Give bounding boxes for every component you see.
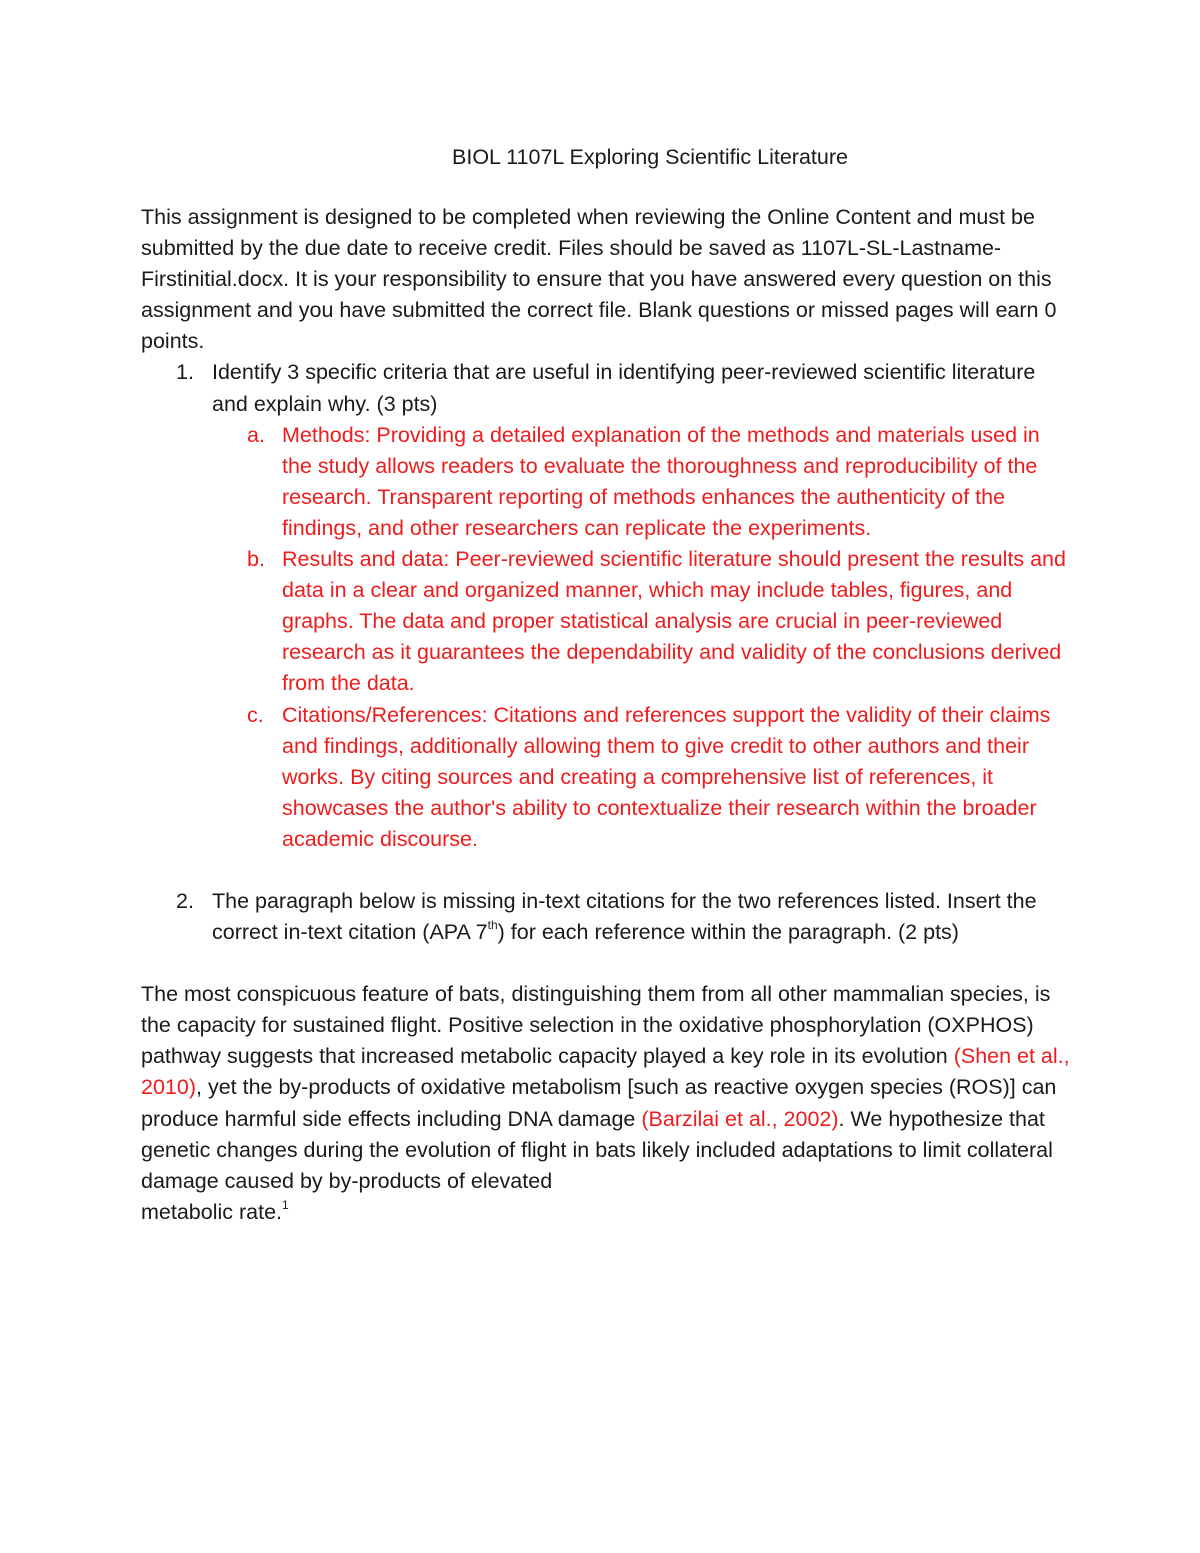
question-item-2 — [141, 886, 1071, 948]
answer-item-a — [212, 420, 1071, 544]
question-text-start: The paragraph below is missing in-text citations for the two references listed. Insert the correct in-text citation (APA 7 — [212, 888, 1037, 945]
in-text-citation-shen: (Shen et al., 2010) — [141, 1044, 1070, 1100]
answer-text: Citations/References: Citations and references support the validity of their claims and findings, additionally allowing them to give credit to other authors and their works. By citing sources and creating a comprehensive list of references, it showcases the author's ability to contextualize their research within the broader academic discourse. — [282, 702, 1051, 851]
question-list — [141, 357, 1071, 948]
in-text-citation-barzilai: (Barzilai et al., 2002) — [641, 1106, 839, 1131]
answer-letter: a. — [247, 422, 265, 447]
footnote-mark: 1 — [282, 1197, 289, 1212]
question-text: Identify 3 specific criteria that are useful in identifying peer-reviewed scientific literature and explain why. (3 pts) — [212, 360, 1036, 416]
question-number: 2. — [176, 888, 194, 913]
question-item-1 — [141, 357, 1071, 855]
assignment-instructions: This assignment is designed to be completed when reviewing the Online Content and must be submitted by the due date to receive credit. Files should be saved as 1107L-SL-Lastname-Firstinitial.docx. It is your responsibility to ensure that you have answered every question on this assignment and you have submitted the correct file. Blank questions or missed pages will earn 0 points. — [141, 205, 1057, 354]
answer-list — [212, 420, 1071, 855]
paragraph-last-line — [141, 1197, 1071, 1228]
answer-item-b — [212, 544, 1071, 699]
question-text-end: ) for each reference within the paragraph. (2 pts) — [497, 920, 959, 945]
document-body — [141, 202, 1071, 1228]
citation-paragraph — [141, 979, 1071, 1228]
answer-text: Results and data: Peer-reviewed scientific literature should present the results and data in a clear and organized manner, which may include tables, figures, and graphs. The data and proper statistical analysis are crucial in peer-reviewed research as it guarantees the dependability and validity of the conclusions derived from the data. — [282, 547, 1066, 696]
answer-letter: c. — [247, 702, 264, 727]
document-title: BIOL 1107L Exploring Scientific Literature — [452, 145, 848, 169]
answer-item-c — [212, 700, 1071, 855]
superscript-th: th — [487, 917, 498, 932]
question-text — [212, 889, 1037, 944]
answer-letter: b. — [247, 547, 265, 572]
question-number: 1. — [176, 360, 194, 385]
paragraph-text-2: , yet the by-products of oxidative metabolism [such as reactive oxygen species (ROS)] can produce harmful side effects including DNA damage — [141, 1075, 1057, 1131]
answer-text: Methods: Providing a detailed explanation of the methods and materials used in the study allows readers to evaluate the thoroughness and reproducibility of the research. Transparent reporting of methods enhances the authenticity of the findings, and other researchers can replicate the experiments. — [282, 422, 1040, 540]
paragraph-text-3: . We hypothesize that genetic changes during the evolution of flight in bats likely included adaptations to limit collateral damage caused by by-products of elevated — [141, 1106, 1053, 1193]
paragraph-text-1: The most conspicuous feature of bats, distinguishing them from all other mammalian species, is the capacity for sustained flight. Positive selection in the oxidative phosphorylation (OXPHOS) pathway suggests that increased metabolic capacity played a key role in its evolution — [141, 982, 1051, 1069]
paragraph-text-4: metabolic rate. — [141, 1199, 283, 1224]
